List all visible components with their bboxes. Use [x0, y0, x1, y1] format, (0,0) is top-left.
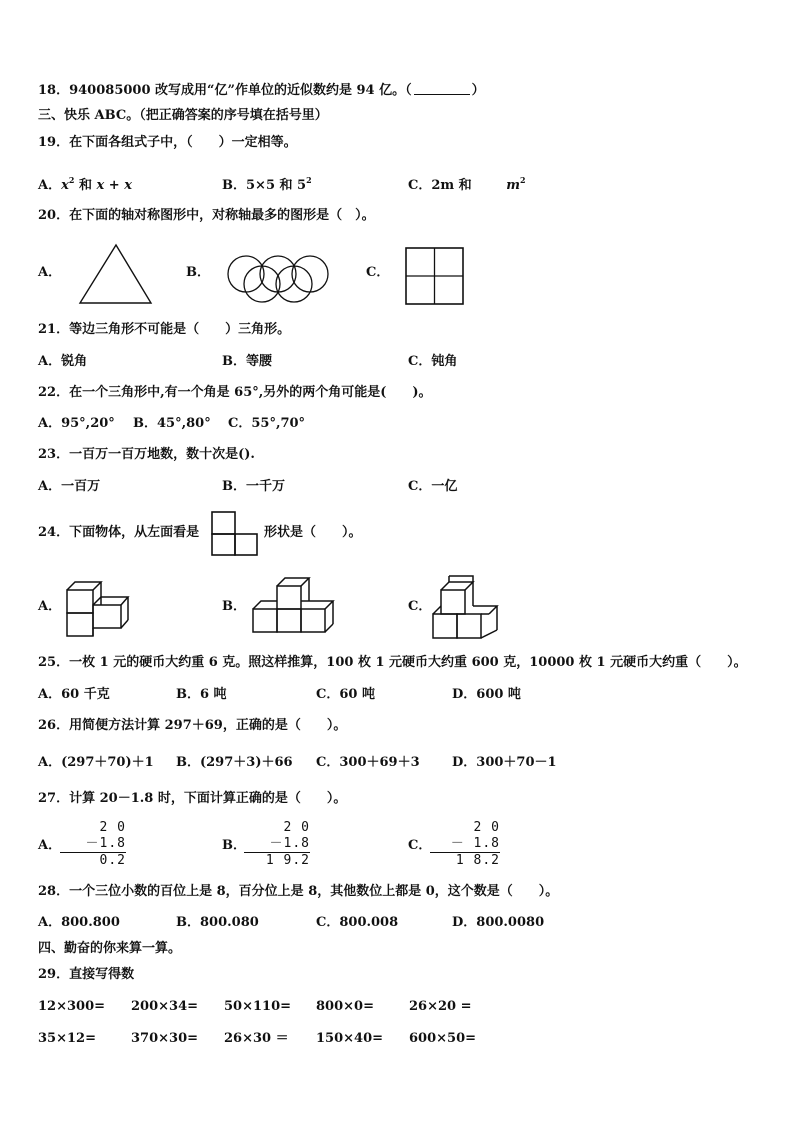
q26-option-d: D．300＋70－1	[452, 755, 557, 770]
q29-item: 26×30 ＝	[224, 1031, 289, 1046]
q20-option-b-label: B．	[186, 265, 210, 280]
q28-option-b: B．800.080	[176, 915, 259, 930]
olympic-rings-figure	[226, 254, 332, 300]
cube-stack-c-figure	[432, 574, 500, 640]
q29-item: 370×30=	[131, 1031, 199, 1046]
q25-option-b: B．6 吨	[176, 687, 227, 702]
q23-option-c: C．一亿	[408, 479, 458, 494]
section-3-heading: 三、快乐 ABC。（把正确答案的序号填在括号里）	[38, 108, 328, 123]
q24-option-c-label: C．	[408, 599, 432, 614]
q28-stem: 28．一个三位小数的百位上是 8，百分位上是 8，其他数位上都是 0，这个数是（ ）。	[38, 884, 559, 899]
q23-stem: 23．一百万一百万地数，数十次是().	[38, 447, 255, 462]
q18: 18．940085000 改写成用“亿”作单位的近似数约是 94 亿。（ ）	[38, 83, 485, 98]
q24-stem-pre: 24．下面物体，从左面看是	[38, 525, 200, 540]
q24-stem-post: 形状是（ ）。	[264, 525, 362, 540]
q21-option-b: B．等腰	[222, 354, 272, 369]
q24-option-a-label: A．	[38, 599, 62, 614]
q25-stem: 25．一枚 1 元的硬币大约重 6 克。照这样推算，100 枚 1 元硬币大约重 600 克，10000 枚 1 元硬币大约重（ ）。	[38, 655, 747, 670]
q27-stem: 27．计算 20－1.8 时，下面计算正确的是（ ）。	[38, 791, 347, 806]
q25-option-a: A．60 千克	[38, 687, 110, 702]
cube-stack-a-figure	[66, 580, 130, 638]
q19-option-a: A．$x^2$ 和 x + x	[38, 175, 132, 193]
q28-option-d: D．800.0080	[452, 915, 545, 930]
q22-stem: 22．在一个三角形中,有一个角是 65°,另外的两个角可能是( )。	[38, 385, 432, 400]
q25-option-d: D．600 吨	[452, 687, 521, 702]
q26-option-c: C．300＋69＋3	[316, 755, 420, 770]
q20-option-c-label: C．	[366, 265, 390, 280]
q29-item: 200×34=	[131, 999, 199, 1014]
q29-item: 12×300=	[38, 999, 106, 1014]
q29-item: 26×20 =	[409, 999, 472, 1014]
q29-item: 600×50=	[409, 1031, 477, 1046]
q27-option-c-vertical: 2 0 － 1.8 1 8.2	[430, 820, 500, 869]
q29-stem: 29．直接写得数	[38, 967, 135, 982]
q20-option-a-label: A．	[38, 265, 62, 280]
q20-stem: 20．在下面的轴对称图形中，对称轴最多的图形是（ ）。	[38, 208, 375, 223]
q27-option-b-label: B．	[222, 838, 246, 853]
q22-option-a: A．95°,20°	[38, 416, 115, 431]
q29-item: 35×12=	[38, 1031, 96, 1046]
q21-option-a: A．锐角	[38, 354, 88, 369]
left-view-figure	[211, 511, 259, 557]
q21-option-c: C．钝角	[408, 354, 458, 369]
triangle-figure	[78, 244, 154, 306]
q24-option-b-label: B．	[222, 599, 246, 614]
q27-option-b-vertical: 2 0 －1.8 1 9.2	[244, 820, 310, 869]
q23-option-b: B．一千万	[222, 479, 285, 494]
q21-stem: 21．等边三角形不可能是（ ）三角形。	[38, 322, 291, 337]
q22-option-c: C．55°,70°	[228, 416, 306, 431]
q27-option-c-label: C．	[408, 838, 432, 853]
q28-option-c: C．800.008	[316, 915, 399, 930]
q26-option-b: B．(297＋3)＋66	[176, 755, 293, 770]
q25-option-c: C．60 吨	[316, 687, 375, 702]
answer-blank[interactable]	[414, 83, 470, 95]
q19-stem: 19．在下面各组式子中，（ ）一定相等。	[38, 135, 297, 150]
cube-stack-b-figure	[252, 577, 334, 635]
q27-option-a-label: A．	[38, 838, 62, 853]
q29-item: 800×0=	[316, 999, 374, 1014]
q29-item: 150×40=	[316, 1031, 384, 1046]
q29-item: 50×110=	[224, 999, 292, 1014]
q19-option-c: C．2m 和 $m^2$	[408, 175, 526, 193]
q27-option-a-vertical: 2 0 －1.8 0.2	[60, 820, 126, 869]
q26-stem: 26．用简便方法计算 297＋69，正确的是（ ）。	[38, 718, 347, 733]
q19-option-b: B．5×5 和 $5^2$	[222, 175, 312, 193]
section-4-heading: 四、勤奋的你来算一算。	[38, 941, 182, 956]
q22-option-b: B．45°,80°	[133, 416, 211, 431]
q23-option-a: A．一百万	[38, 479, 101, 494]
q28-option-a: A．800.800	[38, 915, 120, 930]
q26-option-a: A．(297＋70)＋1	[38, 755, 154, 770]
square-grid-figure	[405, 247, 465, 305]
